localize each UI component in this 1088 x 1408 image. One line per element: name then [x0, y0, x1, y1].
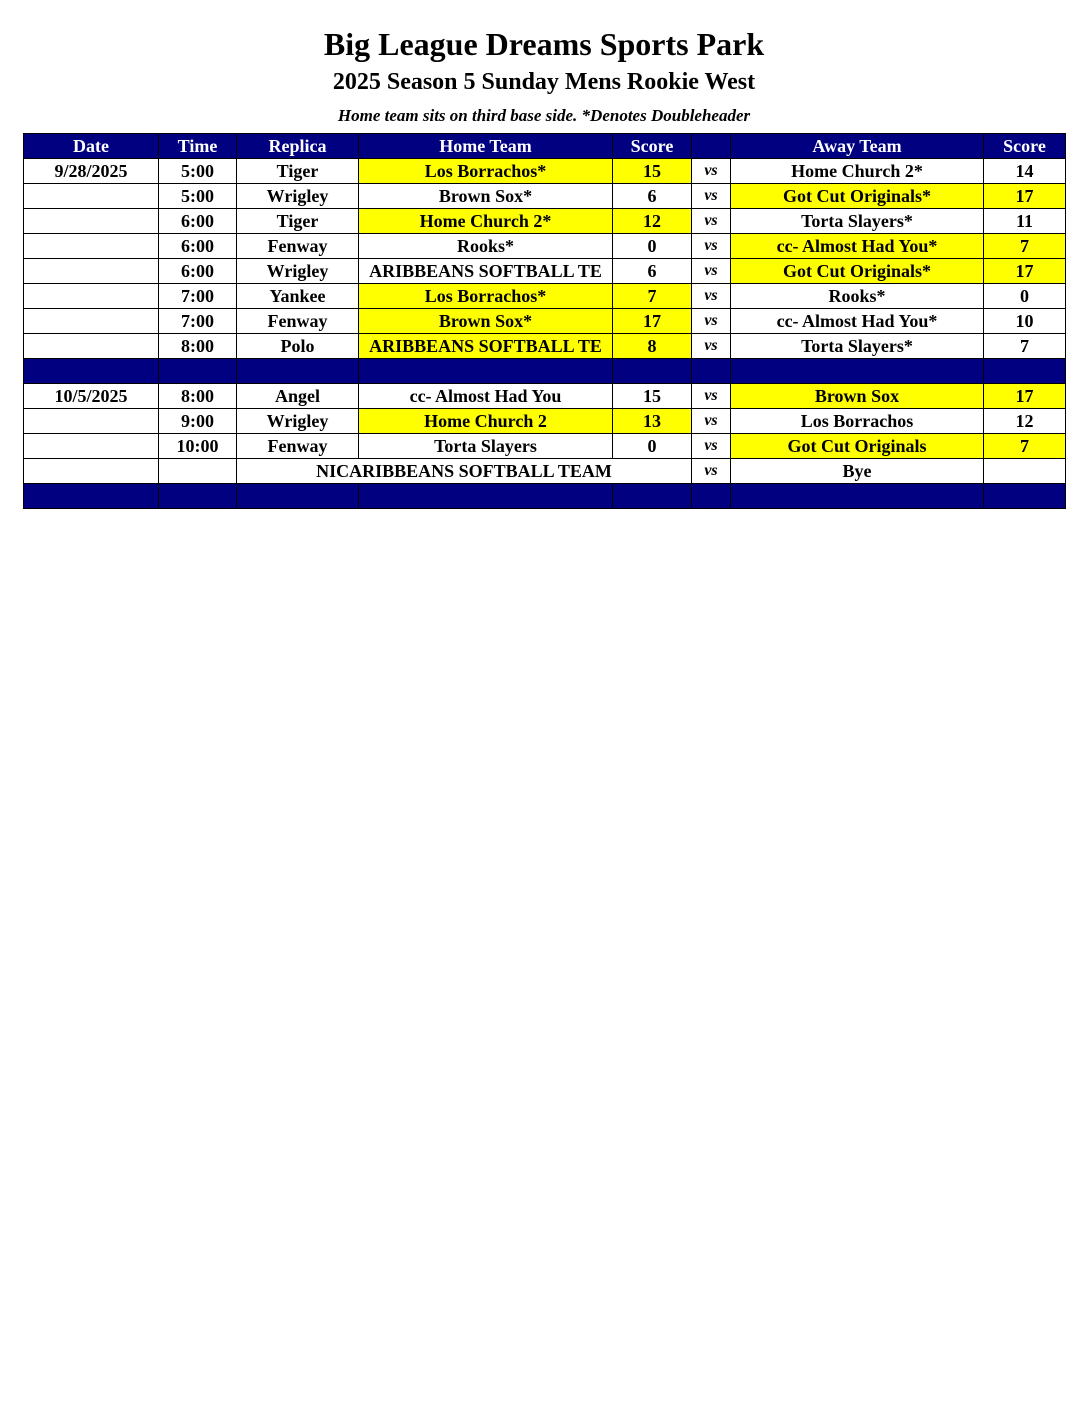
vs-cell: vs: [692, 434, 731, 459]
home-team-cell: Rooks*: [359, 234, 613, 259]
home-team-cell: Los Borrachos*: [359, 284, 613, 309]
time-cell: 5:00: [159, 184, 237, 209]
time-cell: 6:00: [159, 209, 237, 234]
date-cell: [24, 309, 159, 334]
home-score-cell: 0: [613, 234, 692, 259]
bye-row: [24, 459, 1066, 484]
table-row: [24, 434, 1066, 459]
vs-cell: vs: [692, 384, 731, 409]
replica-cell: Wrigley: [237, 184, 359, 209]
away-team-cell: Got Cut Originals*: [731, 259, 984, 284]
table-row: [24, 159, 1066, 184]
away-team-cell: Brown Sox: [731, 384, 984, 409]
away-team-cell: Torta Slayers*: [731, 209, 984, 234]
vs-cell: vs: [692, 459, 731, 484]
away-score-cell: [984, 459, 1066, 484]
replica-cell: Wrigley: [237, 259, 359, 284]
away-score-cell: 12: [984, 409, 1066, 434]
away-score-cell: 17: [984, 384, 1066, 409]
date-cell: [24, 459, 159, 484]
time-cell: 5:00: [159, 159, 237, 184]
table-row: [24, 409, 1066, 434]
home-team-cell: Home Church 2*: [359, 209, 613, 234]
date-cell: [24, 284, 159, 309]
col-home-team-header: Home Team: [359, 134, 613, 159]
vs-cell: vs: [692, 334, 731, 359]
table-row: [24, 184, 1066, 209]
away-team-cell: Los Borrachos: [731, 409, 984, 434]
date-cell: [24, 184, 159, 209]
date-cell: [24, 434, 159, 459]
home-team-cell: Home Church 2: [359, 409, 613, 434]
replica-cell: Fenway: [237, 309, 359, 334]
away-score-cell: 0: [984, 284, 1066, 309]
home-team-cell: ARIBBEANS SOFTBALL TE: [359, 334, 613, 359]
table-row: [24, 284, 1066, 309]
page-subtitle: 2025 Season 5 Sunday Mens Rookie West: [332, 69, 756, 95]
separator-row: [24, 484, 1066, 509]
table-row: [24, 384, 1066, 409]
time-cell: [159, 459, 237, 484]
away-score-cell: 14: [984, 159, 1066, 184]
col-replica-header: Replica: [237, 134, 359, 159]
away-score-cell: 17: [984, 259, 1066, 284]
home-team-cell: Brown Sox*: [359, 184, 613, 209]
home-team-cell: cc- Almost Had You: [359, 384, 613, 409]
vs-cell: vs: [692, 159, 731, 184]
time-cell: 9:00: [159, 409, 237, 434]
time-cell: 10:00: [159, 434, 237, 459]
schedule-note: Home team sits on third base side. *Denotes Doubleheader: [337, 106, 751, 125]
home-score-cell: 15: [613, 384, 692, 409]
col-away-team-header: Away Team: [731, 134, 984, 159]
away-team-cell: Got Cut Originals*: [731, 184, 984, 209]
time-cell: 6:00: [159, 259, 237, 284]
col-away-score-header: Score: [984, 134, 1066, 159]
vs-cell: vs: [692, 284, 731, 309]
date-cell: 9/28/2025: [24, 159, 159, 184]
home-team-cell: Brown Sox*: [359, 309, 613, 334]
vs-cell: vs: [692, 259, 731, 284]
time-cell: 6:00: [159, 234, 237, 259]
date-cell: [24, 234, 159, 259]
replica-cell: Polo: [237, 334, 359, 359]
home-score-cell: 13: [613, 409, 692, 434]
table-row: [24, 259, 1066, 284]
away-team-cell: Rooks*: [731, 284, 984, 309]
col-date-header: Date: [24, 134, 159, 159]
home-score-cell: 12: [613, 209, 692, 234]
header-row: [24, 134, 1066, 159]
replica-cell: Wrigley: [237, 409, 359, 434]
away-team-cell: cc- Almost Had You*: [731, 309, 984, 334]
time-cell: 7:00: [159, 284, 237, 309]
table-row: [24, 309, 1066, 334]
vs-cell: vs: [692, 209, 731, 234]
home-score-cell: 8: [613, 334, 692, 359]
table-row: [24, 234, 1066, 259]
home-score-cell: 6: [613, 259, 692, 284]
away-team-cell: Got Cut Originals: [731, 434, 984, 459]
away-score-cell: 17: [984, 184, 1066, 209]
col-time-header: Time: [159, 134, 237, 159]
schedule-table: [23, 133, 1066, 509]
vs-cell: vs: [692, 409, 731, 434]
time-cell: 7:00: [159, 309, 237, 334]
separator-row: [24, 359, 1066, 384]
replica-cell: Tiger: [237, 159, 359, 184]
table-row: [24, 209, 1066, 234]
replica-cell: Fenway: [237, 434, 359, 459]
vs-cell: vs: [692, 309, 731, 334]
vs-cell: vs: [692, 234, 731, 259]
away-score-cell: 10: [984, 309, 1066, 334]
time-cell: 8:00: [159, 384, 237, 409]
away-team-cell: cc- Almost Had You*: [731, 234, 984, 259]
away-score-cell: 7: [984, 434, 1066, 459]
home-team-cell: Los Borrachos*: [359, 159, 613, 184]
date-cell: 10/5/2025: [24, 384, 159, 409]
home-score-cell: 17: [613, 309, 692, 334]
replica-cell: Yankee: [237, 284, 359, 309]
home-score-cell: 0: [613, 434, 692, 459]
date-cell: [24, 259, 159, 284]
bye-team-cell: NICARIBBEANS SOFTBALL TEAM: [237, 459, 692, 484]
away-team-cell: Bye: [731, 459, 984, 484]
table-row: [24, 334, 1066, 359]
date-cell: [24, 334, 159, 359]
date-cell: [24, 209, 159, 234]
away-score-cell: 7: [984, 234, 1066, 259]
home-team-cell: Torta Slayers: [359, 434, 613, 459]
page-title: Big League Dreams Sports Park: [323, 26, 765, 62]
home-team-cell: ARIBBEANS SOFTBALL TE: [359, 259, 613, 284]
away-team-cell: Torta Slayers*: [731, 334, 984, 359]
away-score-cell: 11: [984, 209, 1066, 234]
date-cell: [24, 409, 159, 434]
replica-cell: Angel: [237, 384, 359, 409]
away-score-cell: 7: [984, 334, 1066, 359]
home-score-cell: 15: [613, 159, 692, 184]
col-vs-header: [692, 134, 731, 159]
vs-cell: vs: [692, 184, 731, 209]
replica-cell: Tiger: [237, 209, 359, 234]
time-cell: 8:00: [159, 334, 237, 359]
home-score-cell: 6: [613, 184, 692, 209]
replica-cell: Fenway: [237, 234, 359, 259]
away-team-cell: Home Church 2*: [731, 159, 984, 184]
home-score-cell: 7: [613, 284, 692, 309]
col-home-score-header: Score: [613, 134, 692, 159]
